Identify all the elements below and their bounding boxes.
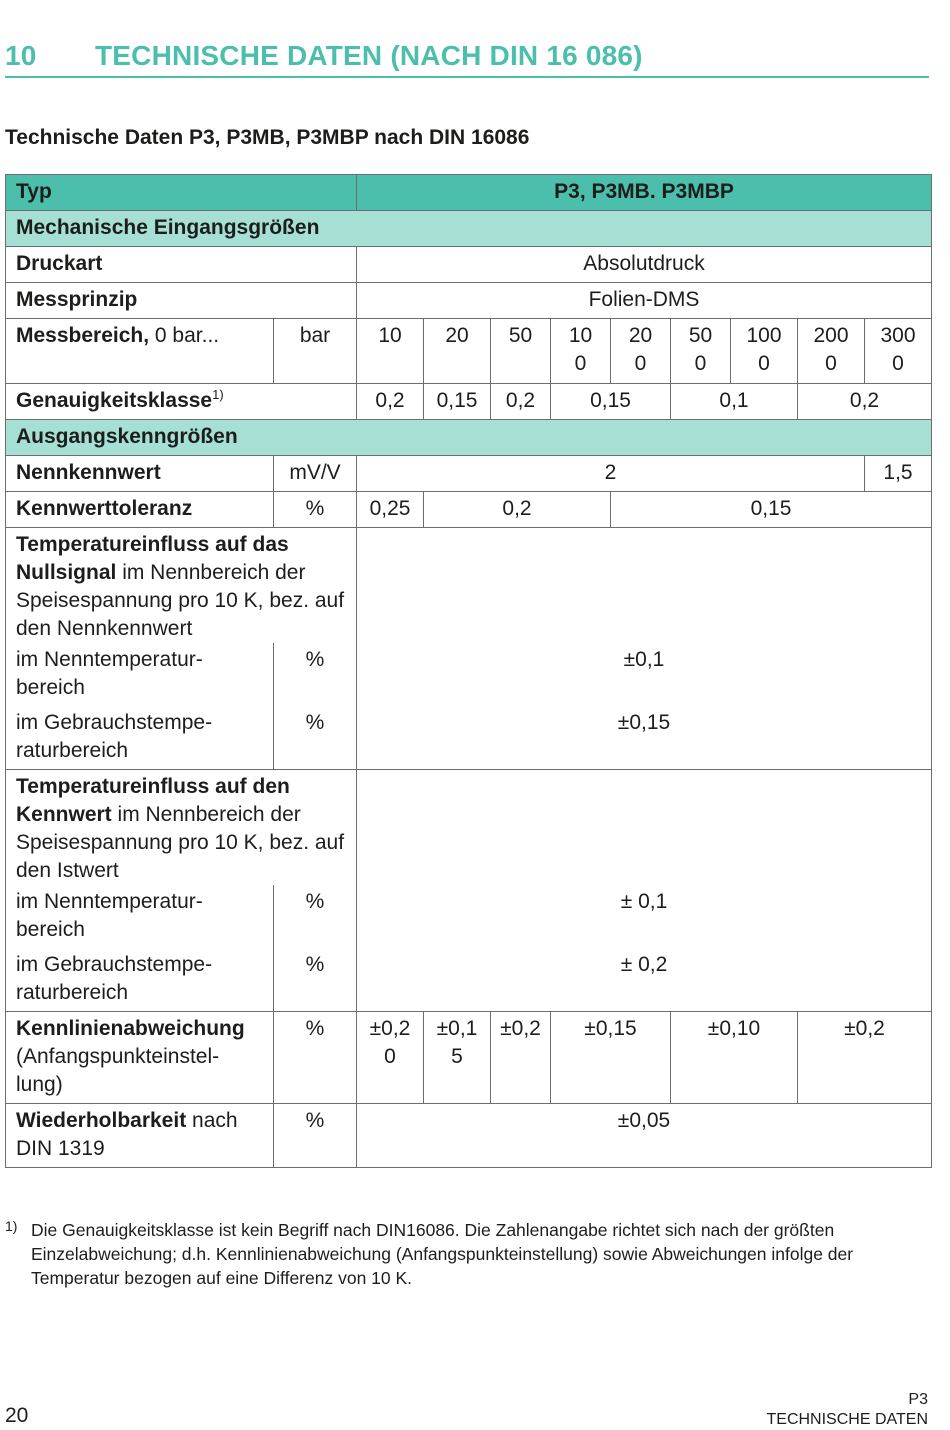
temp-null-row1-unit: % — [274, 643, 357, 706]
table-row-temp-kenn-1 — [6, 885, 932, 948]
table-title: Technische Daten P3, P3MB, P3MBP nach DIN 16086 — [5, 126, 530, 149]
nennkennwert-value: 1,5 — [865, 456, 932, 492]
genauigkeit-label-text: Genauigkeitsklasse — [16, 389, 213, 412]
table-row-nennkennwert — [6, 456, 932, 492]
table-row — [6, 247, 932, 283]
footer-running-title — [767, 1390, 929, 1430]
range-cell: 20 — [424, 319, 491, 384]
nennkennwert-unit: mV/V — [274, 456, 357, 492]
table-row — [6, 283, 932, 319]
table-row-temp-kenn-heading — [6, 770, 932, 886]
header-row — [6, 175, 932, 211]
temp-kenn-row1-value: ± 0,1 — [357, 885, 932, 948]
temp-null-row1-label: im Nenntemperatur- bereich — [6, 643, 274, 706]
table-row-toleranz — [6, 492, 932, 528]
messbereich-label-rest: 0 bar... — [149, 324, 220, 347]
toleranz-value: 0,25 — [357, 492, 424, 528]
table-row-temp-kenn-2 — [6, 948, 932, 1012]
temp-kenn-row2-label: im Gebrauchstempe- raturbereich — [6, 948, 274, 1012]
kennlinie-value: ±0,10 — [671, 1012, 798, 1104]
kennlinie-value: ±0,2 0 — [357, 1012, 424, 1104]
table-row-messbereich — [6, 319, 932, 384]
temp-kenn-heading-rest: im Nennbereich der Speisespannung pro 10 K, bez. auf den Istwert — [16, 803, 345, 882]
table-row-wiederholbarkeit — [6, 1104, 932, 1168]
footer-product: P3 — [908, 1391, 928, 1408]
genauigkeit-value: 0,2 — [357, 384, 424, 420]
toleranz-value: 0,2 — [424, 492, 611, 528]
kennlinie-value: ±0,1 5 — [424, 1012, 491, 1104]
wiederhol-unit: % — [274, 1104, 357, 1168]
genauigkeit-value: 0,2 — [798, 384, 932, 420]
chapter-number: 10 — [5, 40, 37, 71]
wiederhol-value: ±0,05 — [357, 1104, 932, 1168]
table-row-temp-null-1 — [6, 643, 932, 706]
wiederhol-label — [6, 1104, 274, 1168]
range-cell: 100 0 — [731, 319, 798, 384]
table-row-kennlinie — [6, 1012, 932, 1104]
messprinzip-value: Folien-DMS — [357, 283, 932, 319]
temp-null-row1-value: ±0,1 — [357, 643, 932, 706]
temp-kenn-row2-unit: % — [274, 948, 357, 1012]
kennlinie-unit: % — [274, 1012, 357, 1104]
table-row-temp-null-2 — [6, 706, 932, 770]
messbereich-label — [6, 319, 274, 384]
page-number: 20 — [5, 1404, 29, 1427]
range-cell: 50 0 — [671, 319, 731, 384]
toleranz-label: Kennwerttoleranz — [6, 492, 274, 528]
range-cell: 50 — [491, 319, 551, 384]
range-cell: 10 0 — [551, 319, 611, 384]
messbereich-unit: bar — [274, 319, 357, 384]
kennlinie-value: ±0,2 — [491, 1012, 551, 1104]
temp-null-heading-bold: Temperatureinfluss auf das Nullsignal — [16, 533, 289, 584]
section-row-mechanical — [6, 211, 932, 247]
temp-kenn-row1-label: im Nenntemperatur- bereich — [6, 885, 274, 948]
temp-null-row2-value: ±0,15 — [357, 706, 932, 770]
toleranz-value: 0,15 — [611, 492, 932, 528]
range-cell: 200 0 — [798, 319, 865, 384]
table-row-genauigkeit — [6, 384, 932, 420]
temp-null-row2-unit: % — [274, 706, 357, 770]
toleranz-unit: % — [274, 492, 357, 528]
temp-kenn-row1-unit: % — [274, 885, 357, 948]
typ-label: Typ — [6, 175, 357, 211]
temp-null-empty — [357, 528, 932, 644]
kennlinie-label — [6, 1012, 274, 1104]
genauigkeit-value: 0,1 — [671, 384, 798, 420]
chapter-title: TECHNISCHE DATEN (NACH DIN 16 086) — [95, 40, 643, 71]
temp-null-row2-label: im Gebrauchstempe- raturbereich — [6, 706, 274, 770]
genauigkeit-value: 0,15 — [551, 384, 671, 420]
range-cell: 10 — [357, 319, 424, 384]
genauigkeit-value: 0,2 — [491, 384, 551, 420]
druckart-label: Druckart — [6, 247, 357, 283]
range-cell: 300 0 — [865, 319, 932, 384]
chapter-heading — [5, 38, 929, 78]
section-mechanical-label: Mechanische Eingangsgrößen — [6, 211, 932, 247]
section-row-output — [6, 420, 932, 456]
temp-kenn-row2-value: ± 0,2 — [357, 948, 932, 1012]
nennkennwert-value: 2 — [357, 456, 865, 492]
messprinzip-label: Messprinzip — [6, 283, 357, 319]
footnote-ref: 1) — [212, 387, 224, 402]
messbereich-label-bold: Messbereich, — [16, 324, 150, 347]
temp-kenn-heading-bold: Temperatureinfluss auf den Kennwert — [16, 775, 290, 826]
table-row-temp-null-heading — [6, 528, 932, 644]
footnote-text: Die Genauigkeitsklasse ist kein Begriff nach DIN16086. Die Zahlenangabe richtet sich nach der größten Einzelabweichung; d.h. Kennlinienabweichung (Anfangspunkteinstellung) sowie Abweichungen infolge der Temperatur bezogen auf eine Differenz von 10 K. — [31, 1220, 854, 1288]
kennlinie-label-rest: (Anfangspunkteinstel- lung) — [16, 1045, 220, 1096]
wiederhol-label-rest: nach DIN 1319 — [16, 1109, 238, 1160]
wiederhol-label-bold: Wiederholbarkeit — [16, 1109, 187, 1132]
kennlinie-label-bold: Kennlinienabweichung — [16, 1017, 245, 1040]
genauigkeit-value: 0,15 — [424, 384, 491, 420]
range-cell: 20 0 — [611, 319, 671, 384]
footnote — [5, 1218, 925, 1290]
nennkennwert-label: Nennkennwert — [6, 456, 274, 492]
kennlinie-value: ±0,2 — [798, 1012, 932, 1104]
temp-null-heading-rest: im Nennbereich der Speisespannung pro 10 K, bez. auf den Nennkennwert — [16, 561, 345, 640]
temp-null-heading — [6, 528, 357, 644]
temp-kenn-empty — [357, 770, 932, 886]
section-output-label: Ausgangskenngrößen — [6, 420, 932, 456]
kennlinie-value: ±0,15 — [551, 1012, 671, 1104]
footnote-mark: 1) — [5, 1218, 18, 1234]
typ-value: P3, P3MB. P3MBP — [357, 175, 932, 211]
footer-section: TECHNISCHE DATEN — [766, 1411, 928, 1428]
druckart-value: Absolutdruck — [357, 247, 932, 283]
spec-table — [5, 174, 932, 1168]
genauigkeit-label — [6, 384, 357, 420]
temp-kenn-heading — [6, 770, 357, 886]
